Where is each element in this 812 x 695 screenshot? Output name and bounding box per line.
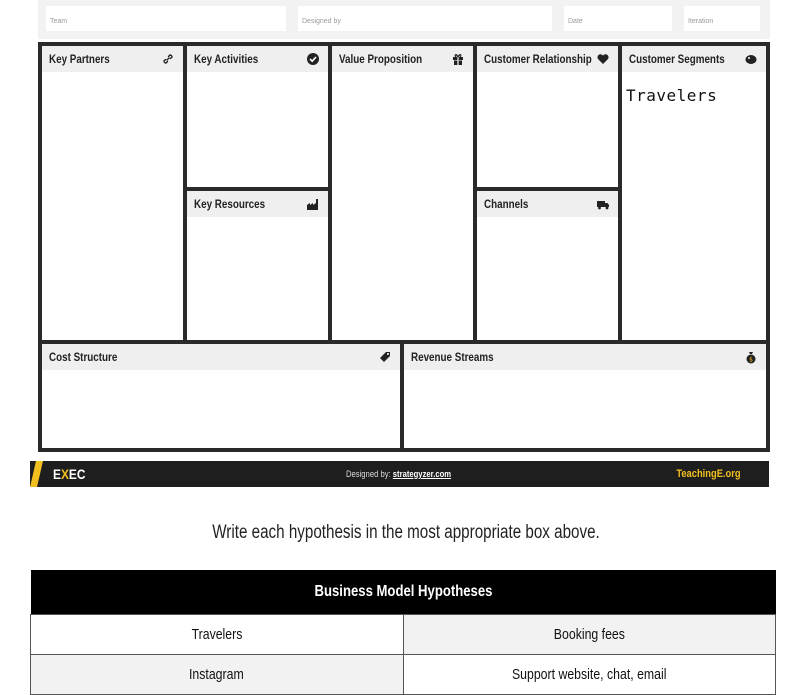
hypothesis-text: Booking fees <box>553 626 625 643</box>
revenue-streams-title: Revenue Streams <box>411 350 494 364</box>
table-row <box>31 615 776 655</box>
hypotheses-table-header <box>31 570 776 615</box>
link-icon <box>161 52 175 66</box>
hypothesis-text: Travelers <box>191 626 243 643</box>
cost-structure-box[interactable] <box>42 344 400 448</box>
key-partners-header <box>42 46 183 72</box>
hypothesis-text: Support website, chat, email <box>511 666 667 683</box>
channels-header <box>477 191 618 217</box>
value-proposition-header <box>332 46 473 72</box>
hypothesis-cell[interactable] <box>403 615 776 655</box>
customer-relationship-title: Customer Relationship <box>484 52 592 66</box>
brand-prefix: E <box>53 466 61 482</box>
cost-structure-title: Cost Structure <box>49 350 118 364</box>
strategyzer-link[interactable]: strategyzer.com <box>392 469 452 479</box>
brand-suffix: EC <box>68 466 86 482</box>
team-field[interactable] <box>46 6 286 31</box>
date-field[interactable] <box>564 6 672 31</box>
canvas-meta-strip <box>38 0 770 39</box>
iteration-field[interactable] <box>684 6 760 31</box>
key-resources-header <box>187 191 328 217</box>
key-activities-header <box>187 46 328 72</box>
channels-box[interactable] <box>477 191 618 340</box>
check-circle-icon <box>306 52 320 66</box>
key-partners-title: Key Partners <box>49 52 110 66</box>
date-label: Date <box>568 18 583 25</box>
customer-segments-note[interactable]: Travelers <box>626 86 718 105</box>
brand-accent: X <box>60 466 69 482</box>
key-activities-box[interactable] <box>187 46 328 187</box>
hypotheses-header-text: Business Model Hypotheses <box>314 583 492 600</box>
heart-icon <box>596 52 610 66</box>
key-resources-title: Key Resources <box>194 197 266 211</box>
iteration-label: Iteration <box>688 18 714 25</box>
canvas-footer <box>30 461 769 487</box>
customer-segments-title: Customer Segments <box>629 52 725 66</box>
revenue-streams-header <box>404 344 766 370</box>
designed-by-field[interactable] <box>298 6 552 31</box>
designed-by-credit-label: Designed by: <box>346 469 391 479</box>
designed-by-credit <box>346 469 451 479</box>
svg-text:$: $ <box>749 356 753 364</box>
brand-slash-logo <box>30 461 46 487</box>
gift-icon <box>451 52 465 66</box>
team-label: Team <box>50 18 68 25</box>
customer-relationship-box[interactable] <box>477 46 618 187</box>
brand-logo <box>53 466 85 482</box>
key-partners-box[interactable] <box>42 46 183 340</box>
cost-structure-header <box>42 344 400 370</box>
customer-segments-header <box>622 46 766 72</box>
value-proposition-box[interactable] <box>332 46 473 340</box>
channels-title: Channels <box>484 197 529 211</box>
users-icon <box>744 52 758 66</box>
value-proposition-title: Value Proposition <box>339 52 423 66</box>
business-model-canvas <box>38 42 770 452</box>
customer-segments-box[interactable] <box>622 46 766 340</box>
hypothesis-cell[interactable] <box>31 615 404 655</box>
key-resources-box[interactable] <box>187 191 328 340</box>
truck-icon <box>596 197 610 211</box>
revenue-streams-box[interactable] <box>404 344 766 448</box>
tag-icon <box>378 350 392 364</box>
key-activities-title: Key Activities <box>194 52 259 66</box>
hypothesis-text: Instagram <box>189 666 245 683</box>
designed-by-label: Designed by <box>302 18 341 25</box>
hypotheses-table <box>30 570 776 695</box>
instructions-text: Write each hypothesis in the most appropriate box above. <box>212 522 600 543</box>
customer-relationship-header <box>477 46 618 72</box>
teachinge-site-link[interactable]: TeachingE.org <box>676 468 741 480</box>
factory-icon <box>306 197 320 211</box>
money-bag-icon <box>744 350 758 364</box>
